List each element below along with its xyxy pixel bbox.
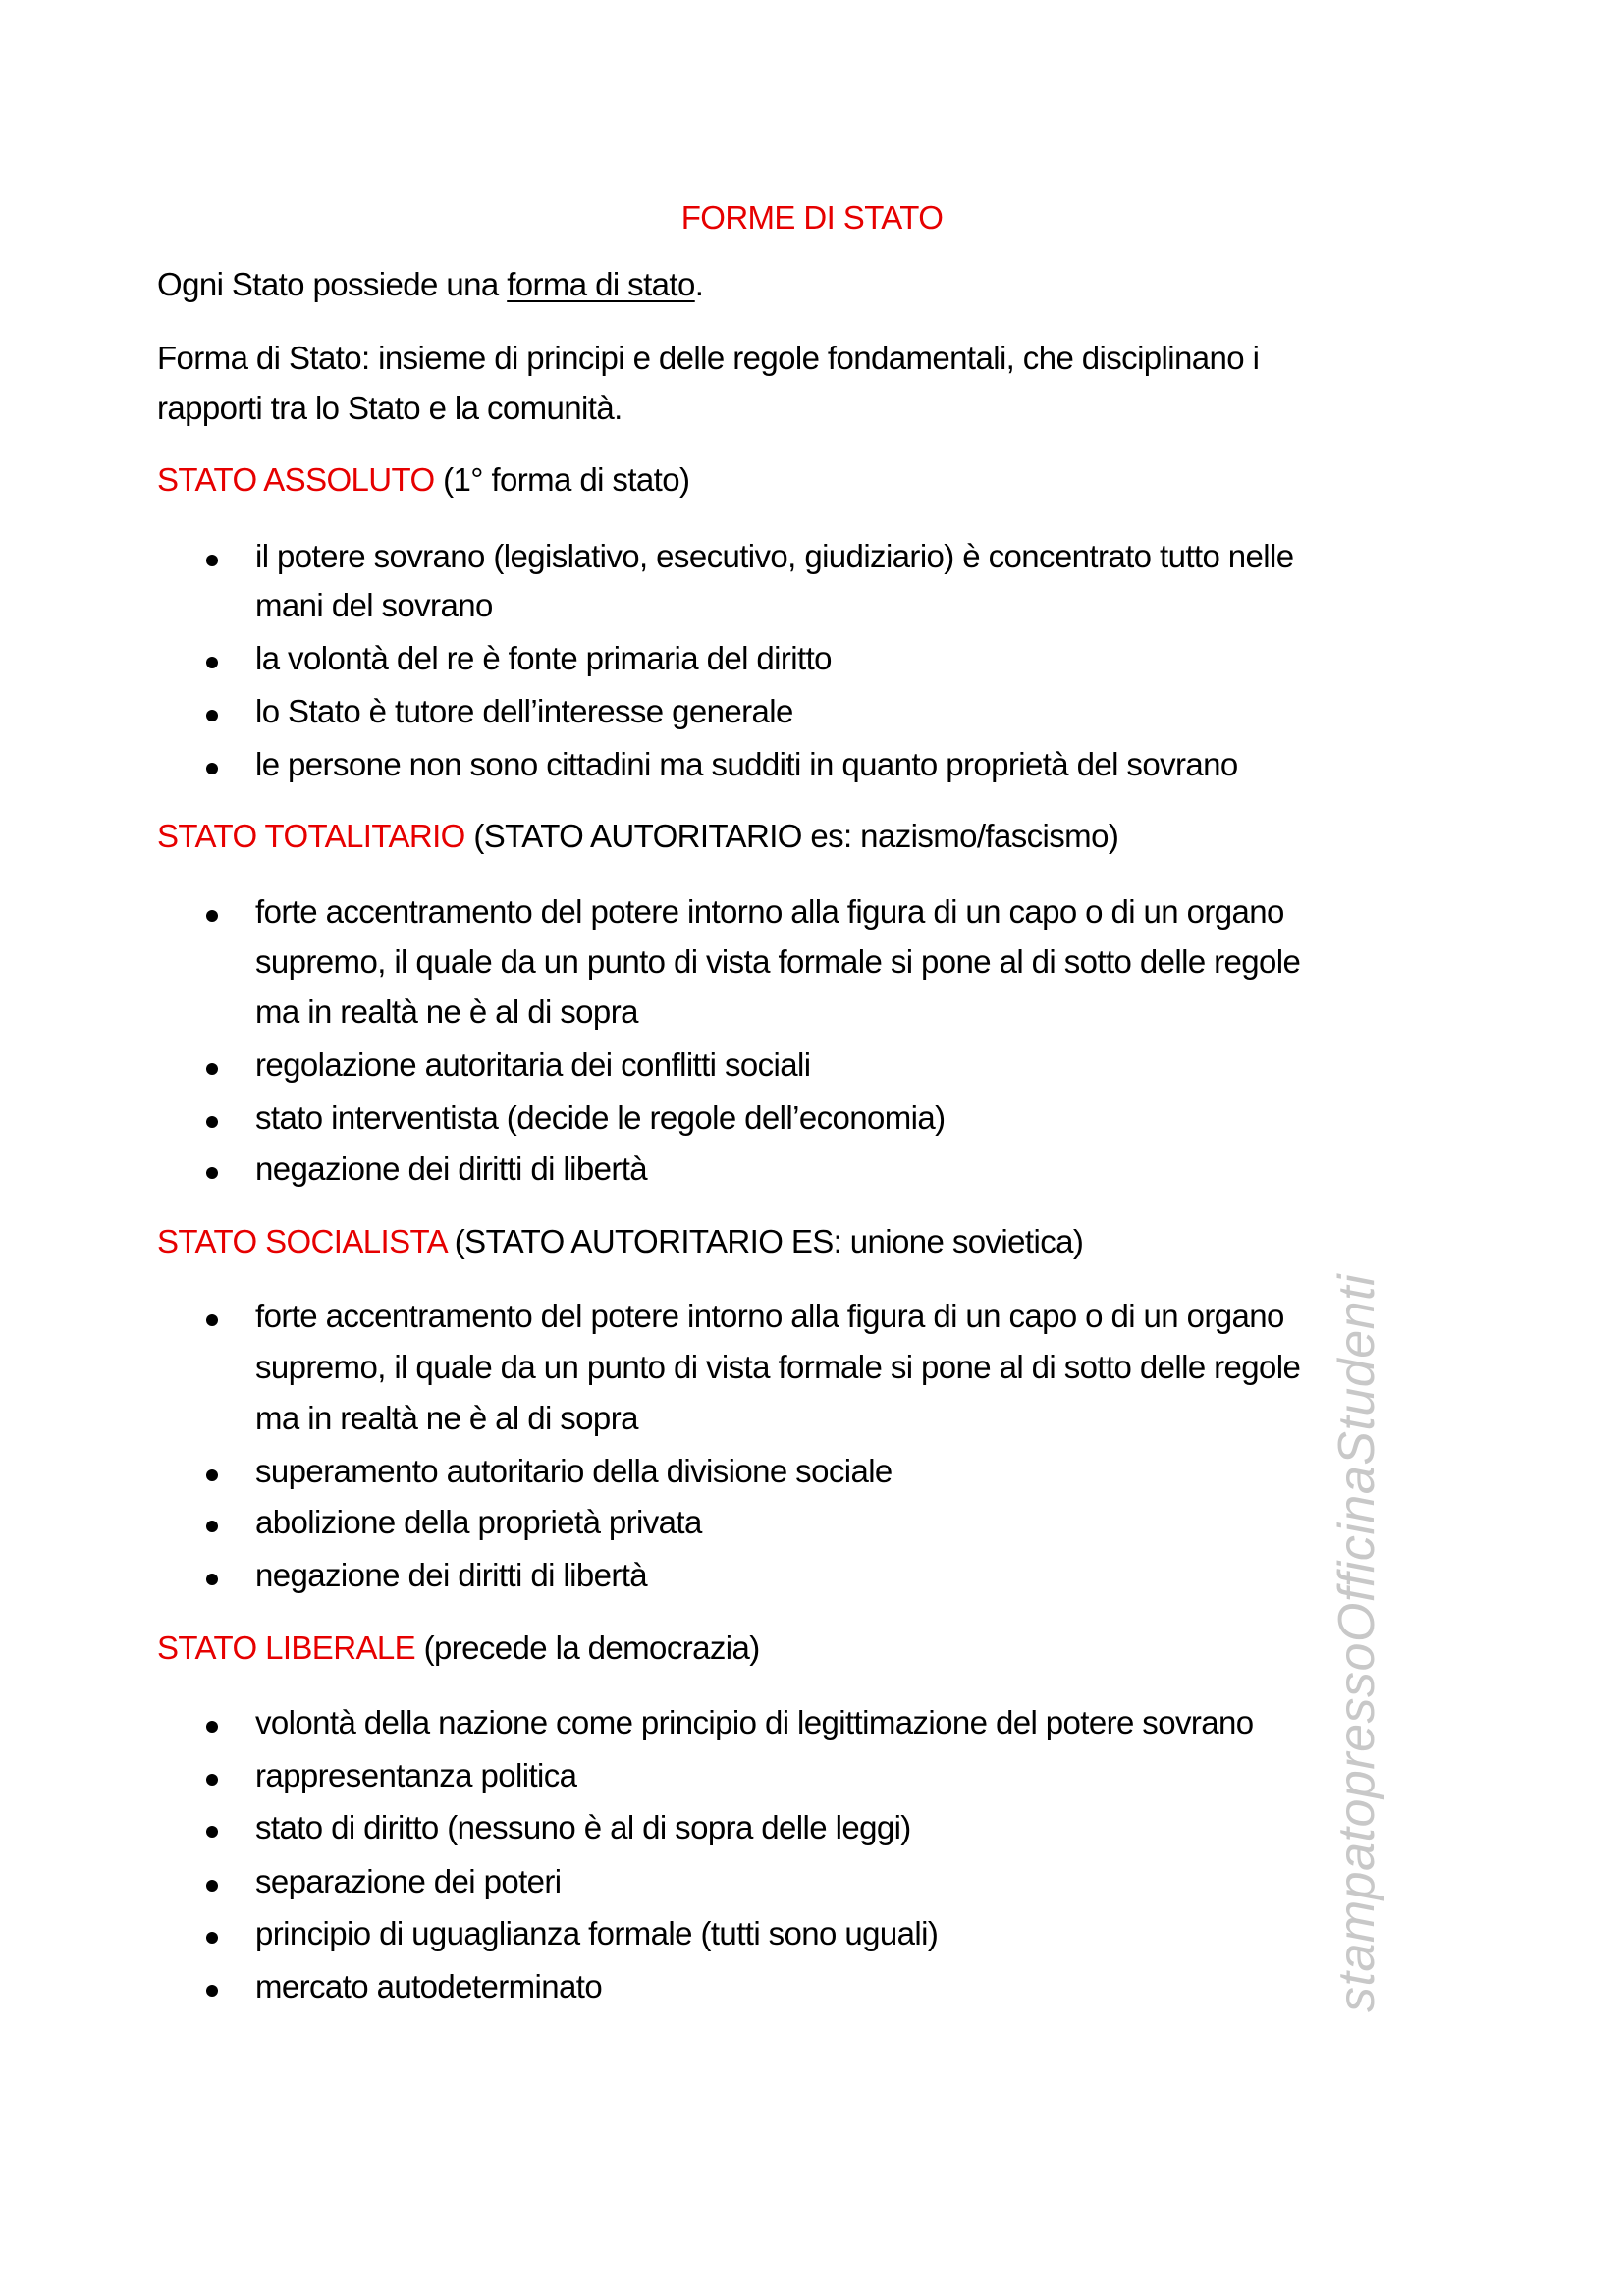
bullet-icon xyxy=(206,1985,218,1997)
bullet-icon xyxy=(206,1774,218,1786)
list-item-line: negazione dei diritti di libertà xyxy=(255,1557,648,1593)
bullet-icon xyxy=(206,1116,218,1128)
definition-line-2: rapporti tra lo Stato e la comunità. xyxy=(157,390,623,426)
intro-paragraph xyxy=(157,265,703,304)
list-item-line: volontà della nazione come principio di legittimazione del potere sovrano xyxy=(255,1704,1254,1740)
watermark xyxy=(1327,1173,1386,2012)
bullet-icon xyxy=(206,710,218,721)
bullet-icon xyxy=(206,555,218,566)
bullet-icon xyxy=(206,763,218,774)
bullet-icon xyxy=(206,910,218,922)
bullet-icon xyxy=(206,1063,218,1075)
bullet-icon xyxy=(206,1826,218,1838)
list-item-line: separazione dei poteri xyxy=(255,1863,562,1899)
list-item-line: forte accentramento del potere intorno alla figura di un capo o di un organo xyxy=(255,893,1284,930)
section-heading-label: STATO TOTALITARIO xyxy=(157,818,465,854)
list-item-line: mani del sovrano xyxy=(255,587,493,623)
section-heading-stato-liberale xyxy=(157,1629,760,1668)
section-heading-note: (STATO AUTORITARIO ES: unione sovietica) xyxy=(446,1223,1084,1259)
list-item-line: lo Stato è tutore dell’interesse generale xyxy=(255,693,793,729)
list-item-line: il potere sovrano (legislativo, esecutivo, giudiziario) è concentrato tutto nelle xyxy=(255,538,1294,574)
watermark-text: stampatopressoOfficinaStudenti xyxy=(1328,1273,1385,2012)
page-title: FORME DI STATO xyxy=(680,199,944,236)
list-item-line: superamento autoritario della divisione sociale xyxy=(255,1453,893,1489)
bullet-icon xyxy=(206,1574,218,1585)
list-item-line: abolizione della proprietà privata xyxy=(255,1504,702,1540)
section-heading-label: STATO SOCIALISTA xyxy=(157,1223,447,1259)
list-item-line: stato interventista (decide le regole dell’economia) xyxy=(255,1099,946,1136)
section-heading-note: (precede la democrazia) xyxy=(415,1629,760,1666)
list-item-line: stato di diritto (nessuno è al di sopra delle leggi) xyxy=(255,1809,911,1845)
list-item-line: mercato autodeterminato xyxy=(255,1968,603,2004)
bullet-icon xyxy=(206,1721,218,1733)
section-heading-note: (1° forma di stato) xyxy=(434,461,690,498)
list-item-line: le persone non sono cittadini ma sudditi in quanto proprietà del sovrano xyxy=(255,746,1238,782)
list-item-line: supremo, il quale da un punto di vista formale si pone al di sotto delle regole xyxy=(255,1349,1301,1385)
definition-line-1: Forma di Stato: insieme di principi e delle regole fondamentali, che disciplinano i xyxy=(157,340,1260,376)
list-item-line: la volontà del re è fonte primaria del diritto xyxy=(255,640,832,676)
bullet-icon xyxy=(206,657,218,668)
bullet-icon xyxy=(206,1314,218,1326)
bullet-icon xyxy=(206,1167,218,1179)
list-item-line: rappresentanza politica xyxy=(255,1757,577,1793)
section-heading-note: (STATO AUTORITARIO es: nazismo/fascismo) xyxy=(464,818,1119,854)
intro-prefix: Ogni Stato possiede una xyxy=(157,266,508,302)
intro-underlined-term: forma di stato xyxy=(507,266,695,302)
section-heading-stato-assoluto xyxy=(157,460,689,500)
list-item-line: supremo, il quale da un punto di vista formale si pone al di sotto delle regole xyxy=(255,943,1301,980)
list-item-line: forte accentramento del potere intorno alla figura di un capo o di un organo xyxy=(255,1298,1284,1334)
section-heading-stato-socialista xyxy=(157,1222,1083,1261)
bullet-icon xyxy=(206,1521,218,1532)
list-item-line: principio di uguaglianza formale (tutti sono uguali) xyxy=(255,1915,939,1951)
list-item-line: ma in realtà ne è al di sopra xyxy=(255,1400,638,1436)
section-heading-label: STATO LIBERALE xyxy=(157,1629,416,1666)
list-item-line: ma in realtà ne è al di sopra xyxy=(255,993,638,1030)
intro-suffix: . xyxy=(694,266,704,302)
bullet-icon xyxy=(206,1932,218,1944)
list-item-line: regolazione autoritaria dei conflitti sociali xyxy=(255,1046,811,1083)
section-heading-stato-totalitario xyxy=(157,817,1118,856)
bullet-icon xyxy=(206,1880,218,1892)
list-item-line: negazione dei diritti di libertà xyxy=(255,1150,648,1187)
section-heading-label: STATO ASSOLUTO xyxy=(157,461,435,498)
bullet-icon xyxy=(206,1469,218,1481)
